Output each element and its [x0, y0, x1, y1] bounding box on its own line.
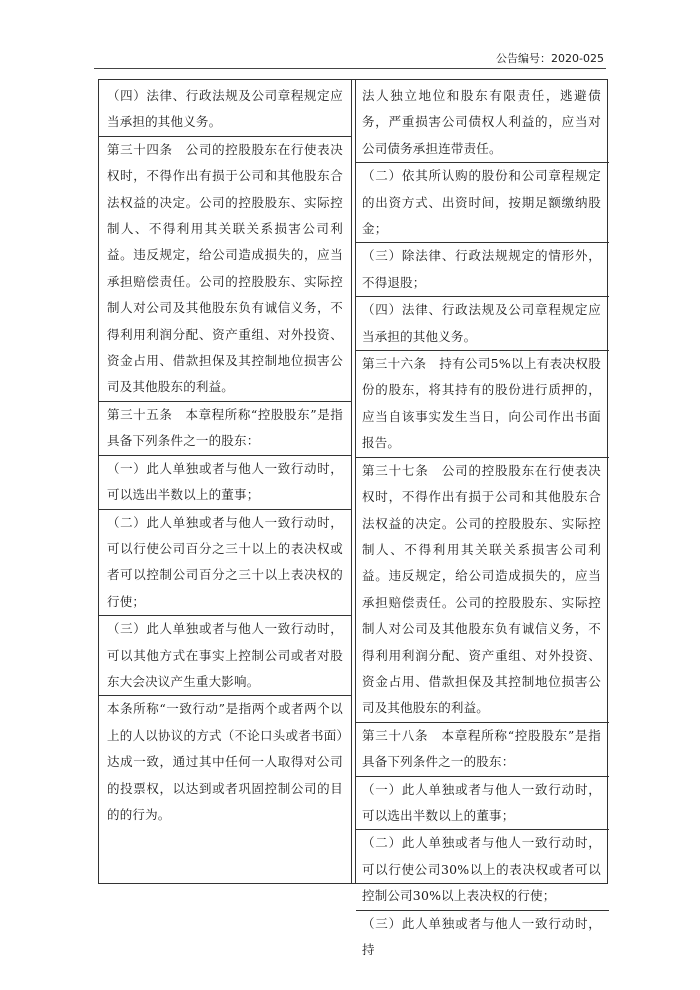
- left-column: [99, 80, 352, 883]
- right-paragraph: （三）此人单独或者与他人一致行动时，持: [362, 915, 601, 957]
- right-column: [355, 80, 609, 957]
- right-paragraph: 第三十六条 持有公司5%以上有表决权股份的股东，将其持有的股份进行质押的，应当自该事实发生当日，向公司作出书面报告。: [362, 356, 601, 451]
- header-divider: [94, 68, 606, 69]
- right-paragraph: （三）除法律、行政法规规定的情形外，不得退股；: [362, 248, 601, 290]
- right-paragraph: 法人独立地位和股东有限责任，逃避债务，严重损害公司债权人利益的，应当对公司债务承担连带责任。: [362, 88, 601, 156]
- comparison-table: [98, 79, 608, 957]
- left-paragraph: （三）此人单独或者与他人一致行动时，可以其他方式在事实上控制公司或者对股东大会决议产生重大影响。: [107, 621, 343, 689]
- right-paragraph: （四）法律、行政法规及公司章程规定应当承担的其他义务。: [362, 302, 601, 344]
- left-paragraph: 第三十五条 本章程所称“控股股东”是指具备下列条件之一的股东：: [107, 406, 343, 449]
- left-paragraph: 本条所称“一致行动”是指两个或者两个以上的人以协议的方式（不论口头或者书面）达成一致，通过其中任何一人取得对公司的投票权，以达到或者巩固控制公司的目的的行为。: [107, 701, 343, 822]
- right-paragraph: 第三十七条 公司的控股股东在行使表决权时，不得作出有损于公司和其他股东合法权益的决定。公司的控股股东、实际控制人、不得利用其关联关系损害公司利益。违反规定，给公司造成损失的，应当承担赔偿责任。公司的控股股东、实际控制人对公司及其他股东负有诚信义务，不得利用利润分配、资产重组、对外投资、资金占用、借款担保及其控制地位损害公司及其他股东的利益。: [362, 462, 601, 716]
- left-paragraph: 第三十四条 公司的控股股东在行使表决权时，不得作出有损于公司和其他股东合法权益的决定。公司的控股股东、实际控制人、不得利用其关联关系损害公司利益。违反规定，给公司造成损失的，应当承担赔偿责任。公司的控股股东、实际控制人对公司及其他股东负有诚信义务，不得利用利润分配、资产重组、对外投资、资金占用、借款担保及其控制地位损害公司及其他股东的利益。: [107, 141, 343, 395]
- left-paragraph: （四）法律、行政法规及公司章程规定应当承担的其他义务。: [107, 88, 343, 130]
- right-paragraph: （二）依其所认购的股份和公司章程规定的出资方式、出资时间，按期足额缴纳股金；: [362, 168, 601, 237]
- announcement-number: 公告编号：2020-025: [496, 52, 604, 65]
- right-paragraph: 第三十八条 本章程所称“控股股东”是指具备下列条件之一的股东：: [362, 727, 601, 770]
- right-paragraph: （二）此人单独或者与他人一致行动时，可以行使公司30%以上的表决权或者可以控制公司30%以上表决权的行使；: [362, 835, 601, 904]
- left-paragraph: （一）此人单独或者与他人一致行动时，可以选出半数以上的董事；: [107, 460, 343, 503]
- left-paragraph: （二）此人单独或者与他人一致行动时，可以行使公司百分之三十以上的表决权或者可以控制公司百分之三十以上表决权的行使；: [107, 514, 343, 609]
- right-paragraph: （一）此人单独或者与他人一致行动时，可以选出半数以上的董事；: [362, 781, 601, 823]
